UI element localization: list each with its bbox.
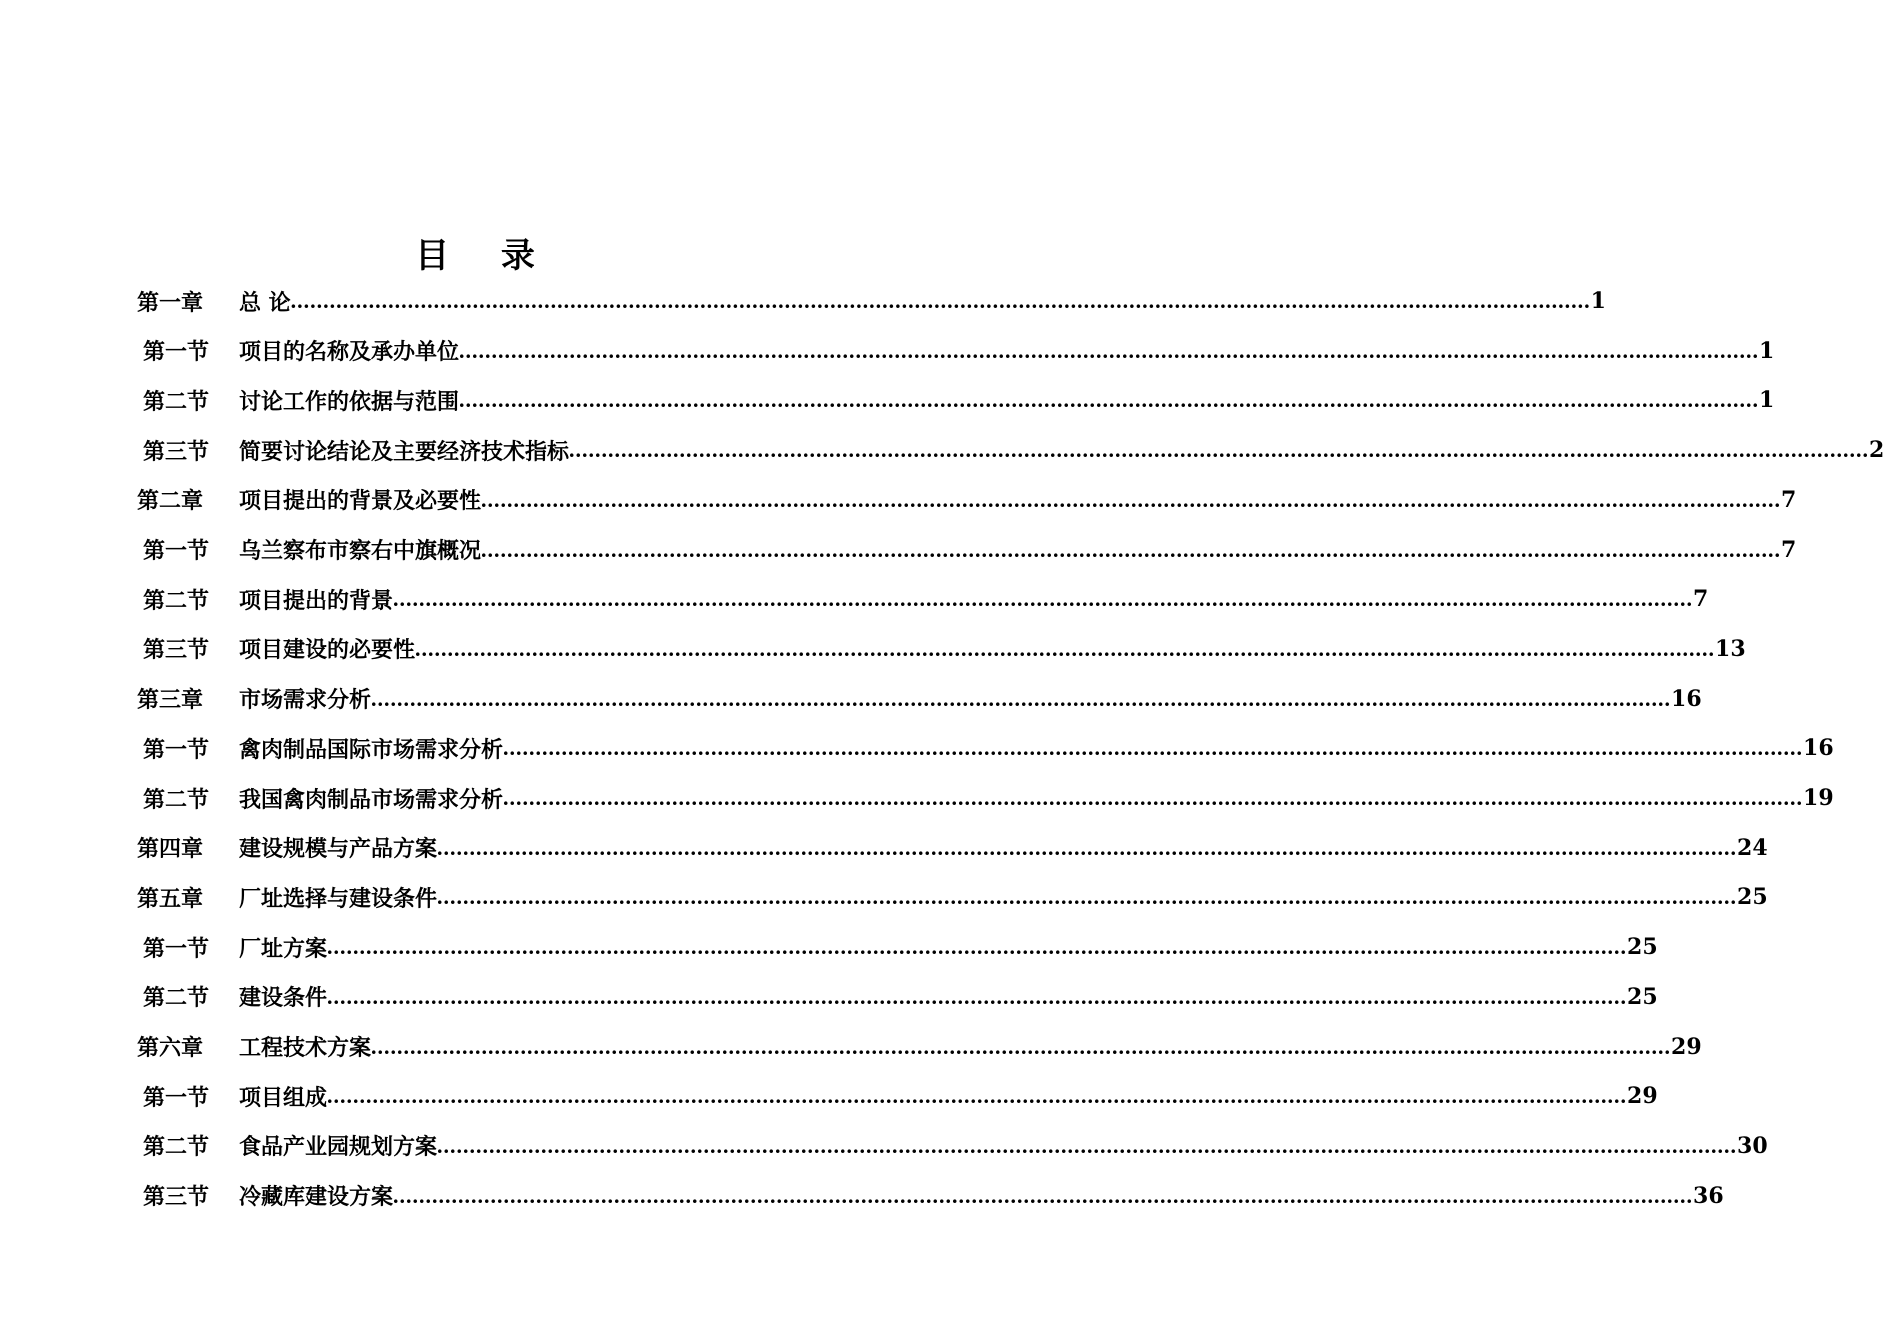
toc-entry[interactable] [0, 624, 1746, 674]
toc-entry-title: 冷藏库建设方案 [239, 1184, 394, 1211]
toc-entry-number: 第一章 [137, 289, 204, 316]
toc-entry-number: 第三章 [137, 687, 204, 714]
toc-entry-number: 第六章 [137, 1035, 204, 1061]
toc-entry-number: 第二节 [143, 388, 210, 415]
toc-entry-page: 25 [1737, 884, 1768, 911]
toc-entry[interactable] [0, 723, 1834, 773]
toc-entry-title: 工程技术方案 [239, 1035, 372, 1061]
toc-entry-title: 简要讨论结论及主要经济技术指标 [239, 438, 570, 465]
toc-entry-title: 讨论工作的依据与范围 [239, 388, 460, 415]
toc-entry-title: 建设规模与产品方案 [239, 836, 438, 863]
toc-entry-title: 总 论 [239, 289, 291, 316]
toc-entry[interactable] [0, 1022, 1702, 1072]
toc-dot-leader: ........................................................................................................................................................................................................ [371, 1033, 1672, 1059]
toc-entry[interactable] [0, 972, 1658, 1022]
toc-entry-number: 第二节 [143, 786, 210, 813]
toc-entry[interactable] [0, 1071, 1658, 1121]
toc-title: 目 录 [415, 236, 555, 276]
toc-dot-leader: ........................................................................................................................................................................................................ [327, 934, 1628, 960]
toc-entry-page: 1 [1590, 288, 1606, 314]
toc-entry[interactable] [0, 574, 1709, 624]
toc-entry[interactable] [0, 276, 1606, 326]
toc-entry[interactable] [0, 525, 1797, 575]
toc-dot-leader: ........................................................................................................................................................................................................ [437, 884, 1738, 910]
toc-dot-leader: ........................................................................................................................................................................................................ [415, 635, 1716, 661]
toc-entry[interactable] [0, 326, 1775, 376]
toc-entry-number: 第一节 [143, 935, 210, 962]
toc-dot-leader: ........................................................................................................................................................................................................ [569, 437, 1870, 463]
toc-entry-title: 禽肉制品国际市场需求分析 [239, 736, 504, 763]
toc-dot-leader: ........................................................................................................................................................................................................ [503, 735, 1804, 761]
toc-dot-leader: ........................................................................................................................................................................................................ [459, 337, 1760, 363]
toc-entry-title: 项目建设的必要性 [239, 637, 416, 664]
toc-entry-page: 24 [1737, 834, 1768, 861]
toc-entry-title: 市场需求分析 [239, 687, 372, 714]
toc-entry-page: 25 [1627, 934, 1658, 961]
toc-dot-leader: ........................................................................................................................................................................................................ [437, 1132, 1738, 1158]
toc-entry-number: 第四章 [137, 836, 204, 863]
toc-entry-page: 25 [1627, 983, 1658, 1010]
toc-entry-page: 7 [1781, 536, 1797, 563]
toc-entry-title: 项目的名称及承办单位 [239, 339, 460, 366]
toc-entry-number: 第一节 [143, 339, 210, 366]
toc-entry[interactable] [0, 475, 1797, 525]
toc-entry-page: 29 [1671, 1033, 1702, 1060]
toc-dot-leader: ........................................................................................................................................................................................................ [393, 1182, 1694, 1208]
toc-entry[interactable] [0, 773, 1834, 823]
toc-dot-leader: ........................................................................................................................................................................................................ [393, 586, 1694, 612]
toc-entry[interactable] [0, 425, 1884, 475]
toc-entry[interactable] [0, 922, 1658, 972]
toc-entry-page: 16 [1671, 685, 1702, 712]
toc-entry[interactable] [0, 375, 1775, 425]
toc-dot-leader: ........................................................................................................................................................................................................ [481, 536, 1782, 562]
toc-entry-page: 1 [1759, 337, 1775, 364]
toc-entry-page: 19 [1803, 785, 1834, 811]
toc-entry-number: 第五章 [137, 885, 204, 912]
toc-entry-title: 项目提出的背景及必要性 [239, 488, 482, 515]
toc-entry-number: 第二节 [143, 587, 210, 614]
toc-entry-number: 第一节 [143, 1084, 210, 1111]
toc-entry-title: 厂址选择与建设条件 [239, 885, 438, 912]
toc-dot-leader: ........................................................................................................................................................................................................ [327, 1083, 1628, 1109]
toc-entry-page: 1 [1759, 387, 1775, 414]
toc-entry-page: 16 [1803, 735, 1834, 762]
toc-dot-leader: ........................................................................................................................................................................................................ [327, 983, 1628, 1009]
toc-entry[interactable] [0, 823, 1768, 873]
toc-entry-title: 乌兰察布市察右中旗概况 [239, 538, 482, 564]
toc-entry-page: 7 [1781, 486, 1797, 513]
toc-entry-number: 第二节 [143, 985, 210, 1012]
toc-entry[interactable] [0, 1121, 1768, 1171]
toc-entry-title: 项目组成 [239, 1084, 328, 1111]
toc-entry-page: 29 [1627, 1083, 1658, 1110]
toc-entry-page: 36 [1693, 1182, 1724, 1209]
toc-dot-leader: ........................................................................................................................................................................................................ [437, 834, 1738, 860]
toc-entry-number: 第二章 [137, 488, 204, 515]
toc-entry-title: 项目提出的背景 [239, 587, 394, 614]
toc-dot-leader: ........................................................................................................................................................................................................ [459, 387, 1760, 413]
toc-dot-leader: ........................................................................................................................................................................................................ [481, 486, 1782, 512]
toc-entry-page: 30 [1737, 1132, 1768, 1159]
toc-entry-title: 厂址方案 [239, 935, 328, 962]
toc-entry-number: 第三节 [143, 438, 210, 465]
toc-entry[interactable] [0, 1171, 1724, 1221]
toc-entry-number: 第一节 [143, 538, 210, 564]
toc-entry-number: 第二节 [143, 1134, 210, 1161]
toc-entry[interactable] [0, 674, 1702, 724]
toc-entry-page: 7 [1693, 586, 1709, 613]
toc-entry-page: 13 [1715, 635, 1746, 662]
toc-dot-leader: ........................................................................................................................................................................................................ [371, 685, 1672, 711]
toc-entry-title: 食品产业园规划方案 [239, 1134, 438, 1161]
toc-entry-number: 第三节 [143, 637, 210, 664]
toc-dot-leader: ........................................................................................................................................................................................................ [503, 785, 1804, 810]
toc-entry-title: 建设条件 [239, 985, 328, 1012]
toc-entry-number: 第一节 [143, 736, 210, 763]
toc-entry[interactable] [0, 872, 1768, 922]
toc-entry-title: 我国禽肉制品市场需求分析 [239, 786, 504, 813]
toc-entry-page: 2 [1869, 437, 1884, 464]
toc-dot-leader: ........................................................................................................................................................................................................ [290, 288, 1591, 313]
toc-entry-number: 第三节 [143, 1184, 210, 1211]
